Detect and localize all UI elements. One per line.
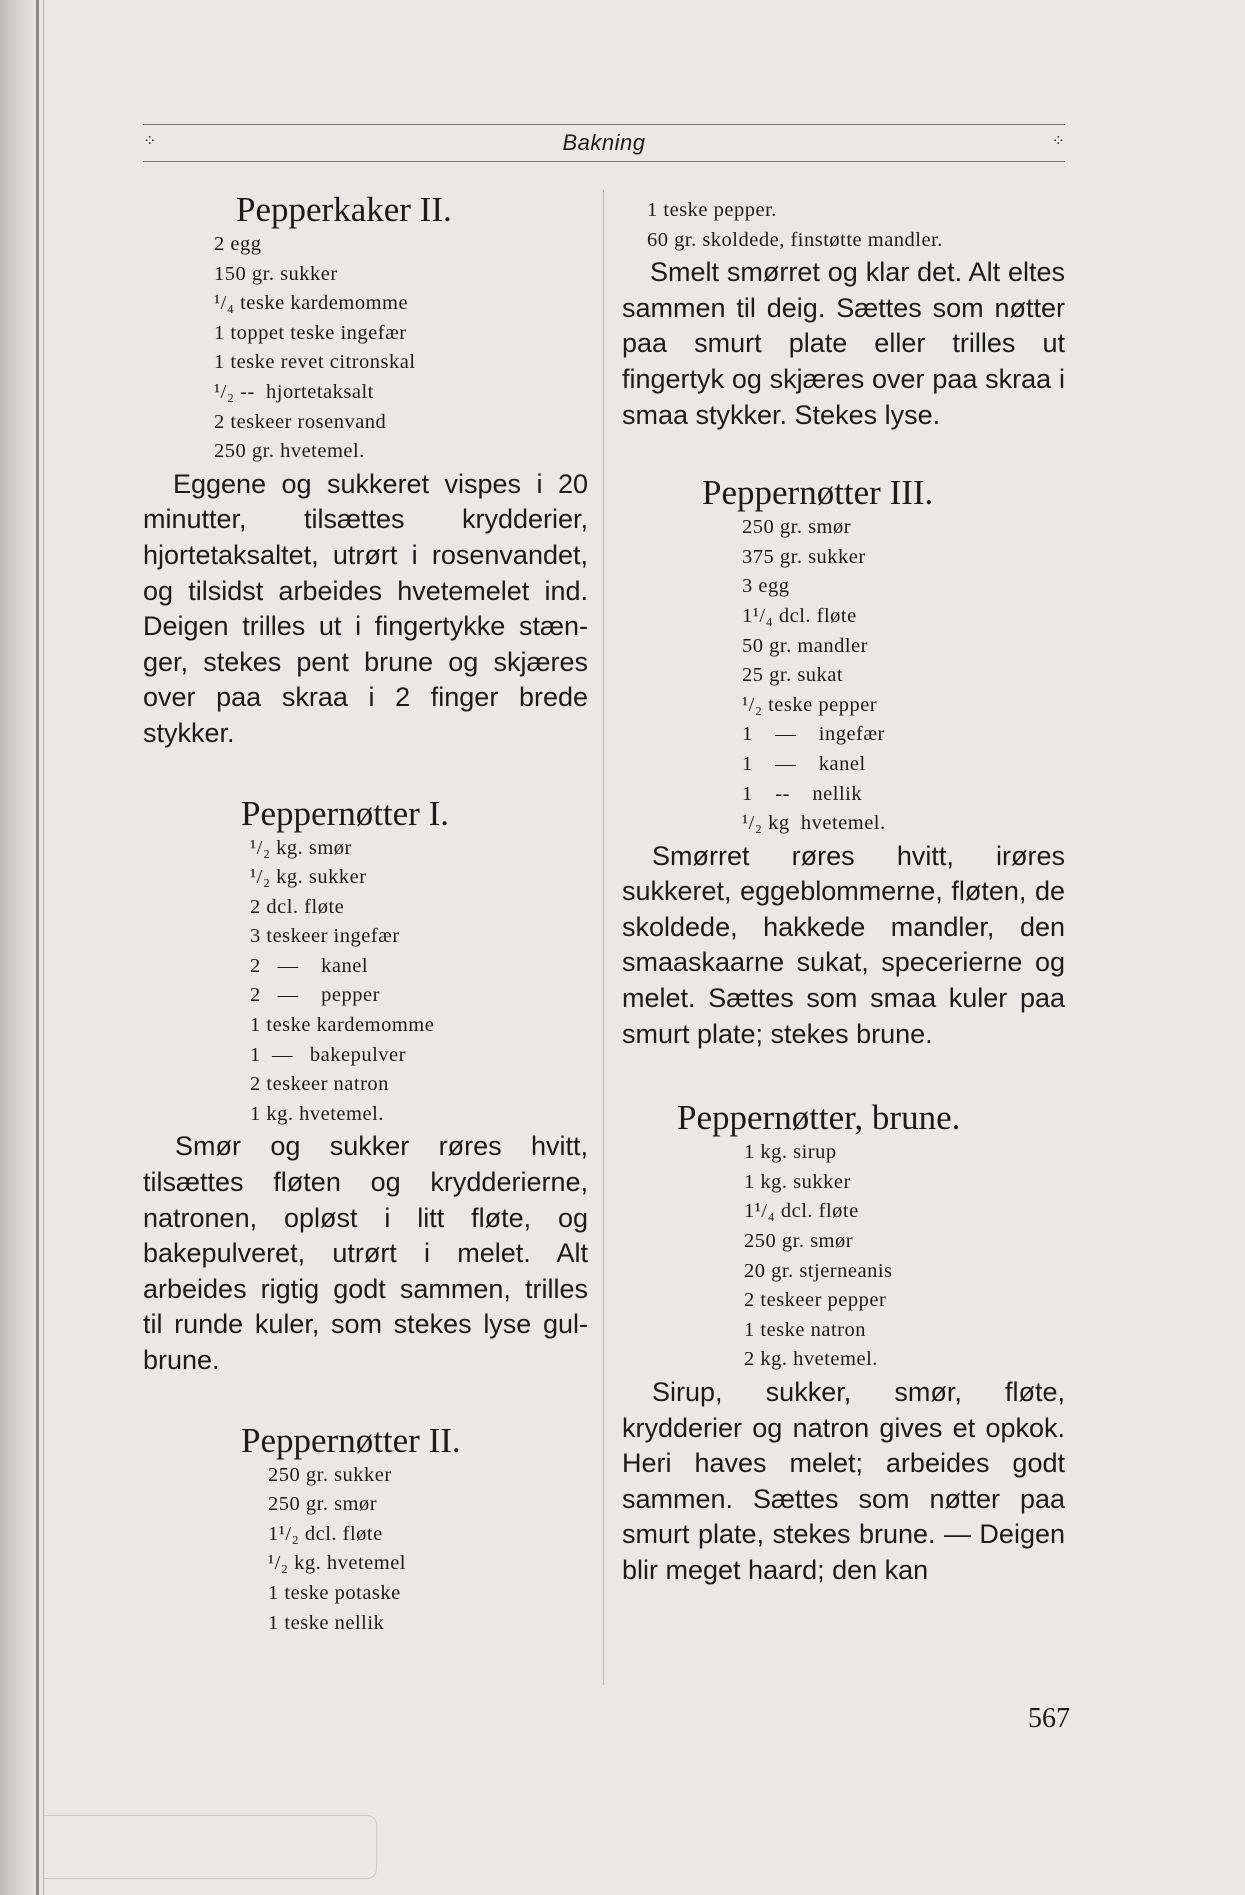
ingredient: 50 gr. mandler (742, 634, 868, 657)
header-rule-bottom (143, 161, 1065, 162)
recipe-title: Peppernøtter, brune. (677, 1098, 961, 1138)
right-column (622, 196, 1065, 1589)
ingredient: 2 teskeer natron (250, 1073, 389, 1096)
ingredient: 1 teske nellik (268, 1611, 385, 1634)
ingredient-list (744, 1138, 1065, 1375)
column-divider (603, 190, 604, 1685)
recipe-title: Peppernøtter II. (241, 1420, 461, 1460)
ingredient: ¹/₂ -- hjortetaksalt (214, 380, 374, 403)
ingredient: 375 gr. sukker (742, 545, 866, 568)
recipe-peppernotter-iii (622, 473, 1065, 1052)
ingredient: 1 teske potaske (268, 1581, 401, 1604)
ingredient: 1 kg. sirup (744, 1141, 837, 1164)
recipe-title: Peppernøtter I. (241, 793, 449, 833)
ingredient: 2 egg (214, 233, 262, 255)
ingredient: 1 kg. sukker (744, 1170, 851, 1193)
ornament-left-icon: ⁘ (143, 133, 157, 150)
recipe-instructions: Eggene og sukkeret vispes i 20 minutter, tilsættes krydderier, hjortetaksaltet, utrørt i rosenvandet, og tilsidst arbeides hvetemelet ind. Deigen trilles ut i fingertykke stænger, stekes pent brune og skjæres over paa skraa i 2 finger brede stykker. (143, 468, 588, 748)
ingredient: 60 gr. skoldede, finstøtte mandler. (647, 228, 943, 251)
ingredient: 2 kg. hvetemel. (744, 1348, 878, 1371)
ingredient: 1 — kanel (742, 752, 866, 775)
ingredient-list (647, 196, 1065, 255)
ingredient: 2 dcl. fløte (250, 895, 345, 918)
running-header (143, 128, 1065, 158)
ingredient: 1¹/₄ dcl. fløte (744, 1200, 859, 1223)
ingredient: 25 gr. sukat (742, 664, 844, 687)
recipe-peppernotter-ii-continued (622, 196, 1065, 433)
ornament-right-icon: ⁘ (1051, 133, 1065, 150)
book-spine-edge-inner (43, 0, 44, 1895)
ingredient: 2 — pepper (250, 984, 380, 1007)
book-spine-edge (36, 0, 39, 1895)
ingredient: ¹/₂ teske pepper (742, 693, 878, 716)
ingredient: 150 gr. sukker (214, 262, 338, 285)
ingredient: 250 gr. smør (268, 1493, 378, 1516)
running-header-title: Bakning (562, 130, 646, 155)
ingredient: 3 teskeer ingefær (250, 925, 400, 948)
ingredient-list (214, 230, 588, 467)
recipe-peppernotter-ii (143, 1421, 588, 1639)
book-spine-shadow (0, 0, 36, 1895)
ingredient: 250 gr. sukker (268, 1463, 392, 1486)
page-number: 567 (1028, 1703, 1070, 1734)
recipe-instructions: Smør og sukker røres hvitt, tilsættes fløten og krydderierne, natronen, opløst i litt fløte, og bakepulveret, utrørt i melet. Alt arbeides rigtig godt sammen, trilles til runde kuler, som stekes lyse gulbrune. (143, 1131, 588, 1375)
ingredient: 1 kg. hvetemel. (250, 1102, 384, 1125)
ingredient: 1 teske revet citronskal (214, 351, 416, 374)
recipe-peppernotter-i (143, 794, 588, 1379)
recipe-instructions: Smelt smørret og klar det. Alt eltes sammen til deig. Sættes som nøtter paa smurt plate eller trilles ut fingertyk og skjæres over paa skraa i smaa stykker. Stekes lyse. (622, 257, 1065, 430)
ingredient: 1 toppet teske ingefær (214, 321, 407, 344)
ingredient: ¹/₂ kg. sukker (250, 866, 367, 889)
page-corner-mark (44, 1815, 377, 1879)
recipe-title: Pepperkaker II. (236, 190, 452, 229)
ingredient: 250 gr. smør (742, 516, 852, 539)
ingredient: 1 — bakepulver (250, 1043, 406, 1066)
ingredient: ¹/₂ kg hvetemel. (742, 812, 886, 835)
left-column (143, 190, 588, 1638)
ingredient: 250 gr. smør (744, 1230, 854, 1253)
ingredient: 2 — kanel (250, 954, 369, 977)
ingredient: 1 — ingefær (742, 723, 885, 746)
ingredient: 1 teske pepper. (647, 199, 777, 221)
ingredient: ¹/₂ kg. smør (250, 836, 352, 859)
ingredient: 1 teske natron (744, 1318, 866, 1341)
recipe-title: Peppernøtter III. (702, 473, 934, 513)
recipe-pepperkaker-ii (143, 190, 588, 752)
ingredient: 2 teskeer pepper (744, 1289, 887, 1312)
header-rule-top (143, 124, 1065, 125)
recipe-instructions: Smørret røres hvitt, irøres sukkeret, eggeblommerne, fløten, de skoldede, hakkede mandler, den smaaskaarne sukat, specerierne og melet. Sættes som smaa kuler paa smurt plate; stekes brune. (622, 840, 1065, 1049)
ingredient: 2 teskeer rosenvand (214, 410, 387, 433)
ingredient-list (250, 834, 588, 1130)
ingredient: 1 -- nellik (742, 782, 863, 805)
ingredient: 1 teske kardemomme (250, 1014, 435, 1037)
ingredient: 3 egg (742, 575, 790, 598)
ingredient: 1¹/₂ dcl. fløte (268, 1522, 383, 1545)
recipe-instructions: Sirup, sukker, smør, fløte, krydderier og natron gives et opkok. Heri haves melet; arbeides godt sammen. Sættes som nøtter paa smurt plate, stekes brune. — Deigen blir meget haard; den kan (622, 1377, 1065, 1585)
ingredient-list (742, 513, 1065, 839)
ingredient: ¹/₄ teske kardemomme (214, 292, 409, 315)
ingredient: 1¹/₄ dcl. fløte (742, 604, 857, 627)
ingredient-list (268, 1461, 588, 1639)
ingredient: 250 gr. hvetemel. (214, 440, 365, 463)
ingredient: ¹/₂ kg. hvetemel (268, 1552, 406, 1575)
ingredient: 20 gr. stjerneanis (744, 1259, 893, 1282)
recipe-peppernotter-brune (622, 1098, 1065, 1588)
